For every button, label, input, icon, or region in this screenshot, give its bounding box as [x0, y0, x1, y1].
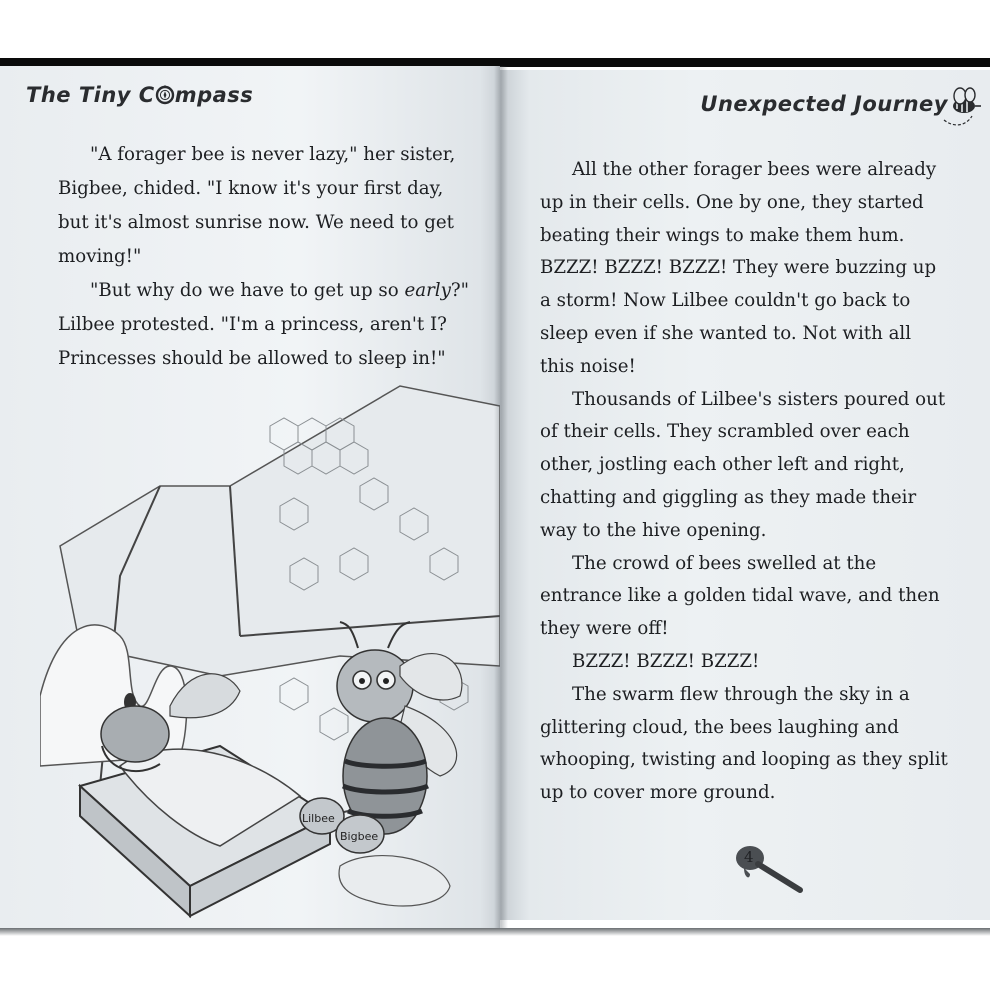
- right-paragraph-1: All the other forager bees were already up in their cells. One by one, they started beating their wings to make them hum. BZZZ! BZZZ! BZZZ! They were buzzing up a storm! Now Lilbee couldn't go back to sleep even if she wanted to. Not with all this noise!: [540, 159, 937, 377]
- running-head-suffix: mpass: [174, 83, 254, 107]
- bee-icon: [942, 84, 982, 128]
- left-page: [0, 66, 500, 930]
- left-paragraph-2: "But why do we have to get up so early?" Lilbee protested. "I'm a princess, aren't I? Princesses should be allowed to sleep in!": [58, 280, 470, 369]
- right-paragraph-3: The crowd of bees swelled at the entrance like a golden tidal wave, and then they were off!: [540, 552, 940, 640]
- right-paragraph-5: The swarm flew through the sky in a glittering cloud, the bees laughing and whooping, twisting and looping as they split up to cover more ground.: [540, 683, 948, 804]
- left-paragraph-1: "A forager bee is never lazy," her sister, Bigbee, chided. "I know it's your first day, but it's almost sunrise now. We need to get moving!": [58, 144, 456, 267]
- honey-dipper-icon: [730, 838, 810, 898]
- right-body-text: [540, 154, 950, 810]
- compass-icon: [155, 85, 175, 105]
- left-running-head: [26, 83, 253, 107]
- page-number-ornament: [730, 838, 810, 898]
- page-number: 4: [744, 848, 754, 866]
- book-gutter: [494, 66, 508, 930]
- right-paragraph-2: Thousands of Lilbee's sisters poured out of their cells. They scrambled over each other, jostling each other left and right, chatting and giggling as they made their way to the hive opening.: [540, 388, 946, 541]
- running-head-prefix: The Tiny C: [26, 83, 155, 107]
- jar-label-bigbee: Bigbee: [340, 830, 379, 843]
- jar-label-lilbee: Lilbee: [302, 812, 335, 825]
- right-page: [500, 70, 990, 920]
- right-running-head: Unexpected Journey: [700, 92, 948, 116]
- bee-bedroom-illustration: [40, 366, 500, 926]
- bottom-edge: [0, 928, 990, 936]
- right-paragraph-4: BZZZ! BZZZ! BZZZ!: [572, 650, 760, 672]
- left-body-text: [58, 138, 478, 376]
